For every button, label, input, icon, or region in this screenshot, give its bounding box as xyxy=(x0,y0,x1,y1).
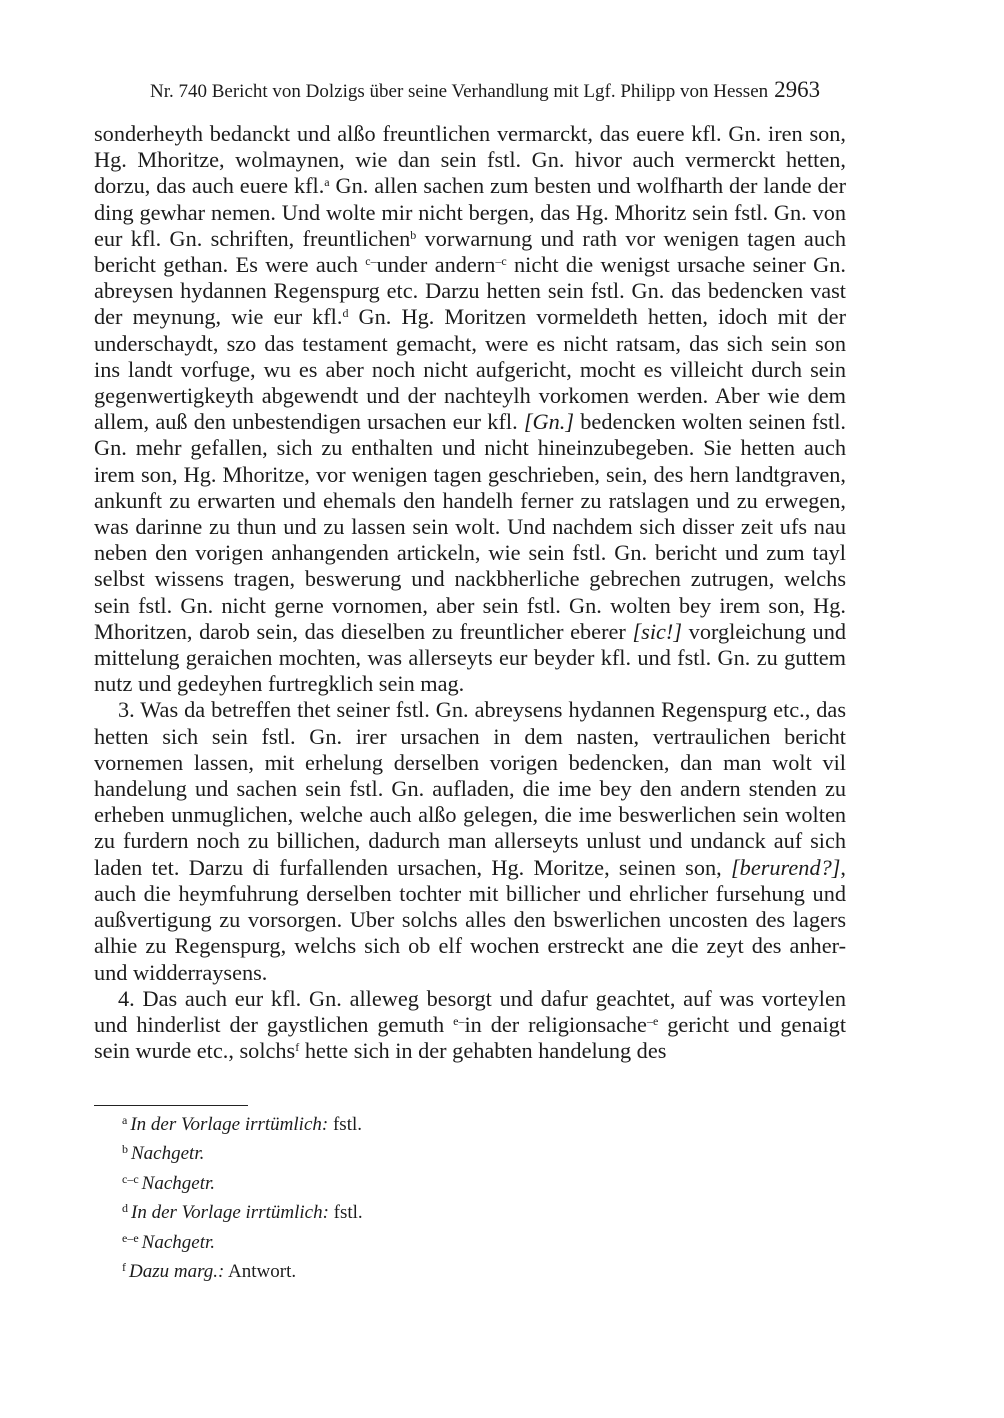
footnote-mark: d xyxy=(122,1201,128,1216)
footnote-divider xyxy=(94,1105,248,1106)
footnote-mark: a xyxy=(122,1113,128,1127)
footnote-mark: c–c xyxy=(122,1171,139,1186)
footnote-ref: b xyxy=(410,227,417,242)
footnotes xyxy=(122,1108,822,1284)
footnote-ref: a xyxy=(324,175,330,190)
editorial-insertion: [Gn.] xyxy=(523,409,575,435)
footnote: $^f$ Dazu marg.: Antwort. xyxy=(122,1260,297,1283)
header-title: Nr. 740 Bericht von Dolzigs über seine Verhandlung mit Lgf. Philipp von Hessen xyxy=(150,81,769,102)
footnote-mark: f xyxy=(122,1260,126,1275)
footnote-ref: –c xyxy=(495,254,507,269)
footnote-ref: –e xyxy=(646,1013,659,1028)
paragraph: 4. Das auch eur kfl. Gn. alleweg besorgt und dafur geachtet, auf was vorteylen und hinderlist der gaystlichen gemuth $^{e-}$in der religionsache$^{-e}$ gericht und genaigt sein wurde etc., solchs$^f$ hette sich in der gehabten handelung des xyxy=(94,985,847,1064)
footnote: $^a$ In der Vorlage irrtümlich: fstl. xyxy=(122,1113,363,1135)
footnote-ref: e– xyxy=(453,1013,465,1028)
footnote: $^{e-e}$ Nachgetr. xyxy=(122,1230,216,1253)
footnote: $^d$ In der Vorlage irrtümlich: fstl. xyxy=(122,1201,363,1224)
footnote: $^{c-c}$ Nachgetr. xyxy=(122,1171,216,1194)
footnote-mark: e–e xyxy=(122,1230,139,1245)
paragraph: 3. Was da betreffen thet seiner fstl. Gn. abreysens hydannen Regenspurg etc., das hetten sich sein fstl. Gn. irer ursachen in dem nasten, vertraulichen bericht vornemen lassen, mit erhelung derselben vorigen bedencken, dan man wolt vil handelung und sachen sein fstl. Gn. aufladen, die ime bey den andern stenden zu erheben unmuglichen, welche auch alßo gelegen, die ime beswerlichen sein wolten zu furdern noch zu billichen, dadurch man allerseyts unlust und undanck auf sich laden tet. Darzu di furfallenden ursachen, Hg. Moritze, seinen son, [berurend?], auch die heymfuhrung derselben tochter mit billicher und ehrlicher fursehung und außvertigung zu vorsorgen. Uber solchs alles den bswerlichen uncosten des lagers alhie zu Regenspurg, welchs sich ob elf wochen erstreckt ane die zeyt des anher- und widderraysens. xyxy=(94,697,846,985)
running-header xyxy=(150,76,847,106)
main-text xyxy=(94,121,846,1064)
footnote-ref: c– xyxy=(365,254,377,269)
editorial-insertion: [berurend?] xyxy=(731,854,841,880)
footnote-ref: f xyxy=(295,1040,300,1055)
page-number: 2963 xyxy=(774,77,821,102)
footnote: $^b$ Nachgetr. xyxy=(122,1142,205,1165)
footnote-ref: d xyxy=(342,306,349,321)
footnote-mark: b xyxy=(122,1142,128,1157)
paragraph: sonderheyth bedanckt und alßo freuntlichen vermarckt, das euere kfl. Gn. iren son, Hg. Mhoritze, wolmaynen, wie dan sein fstl. Gn. hivor auch vermerckt hetten, dorzu, das auch euere kfl.$^a$ Gn. allen sachen zum besten und wolfharth der lande der ding gewhar nemen. Und wolte mir nicht bergen, das Hg. Mhoritz sein fstl. Gn. von eur kfl. Gn. schriften, freuntlichen$^b$ vorwarnung und rath vor wenigen tagen auch bericht gethan. Es were auch $^{c-}$under andern$^{-c}$ nicht die wenigst ursache seiner Gn. abreysen hydannen Regenspurg etc. Darzu hetten sein fstl. Gn. das bedencken vast der meynung, wie eur kfl.$^d$ Gn. Hg. Moritzen vormeldeth hetten, idoch mit der underschaydt, szo das testament gemacht, were es nicht ratsam, das sich sein son ins landt vorfuge, wu es aber noch nicht aufgericht, mocht es villeicht durch sein gegenwertigkeyth abgewendt und der nachteylh vorkomen werden. Aber wie dem allem, auß den unbestendigen ursachen eur kfl. [Gn.] bedencken wolten seinen fstl. Gn. mehr gefallen, sich zu enthalten und nicht hineinzubegeben. Sie hetten auch irem son, Hg. Mhoritze, vor wenigen tagen geschrieben, sein, des hern landtgraven, ankunft zu erwarten und ehemals den handelh ferner zu ratslagen und zu erwegen, was darinne zu thun und zu lassen sein wolt. Und nachdem sich disser zeit ufs nau neben den vorigen anhangenden artickeln, wie sein fstl. Gn. bericht und zum tayl selbst wissens tragen, beswerung und nackbherliche gebrechen zutrugen, welchs sein fstl. Gn. nicht gerne vornomen, aber sein fstl. Gn. wolten bey irem son, Hg. Mhoritzen, darob sein, das dieselben zu freuntlicher eberer [sic!] vorgleichung und mittelung geraichen mochten, was allerseyts eur beyder kfl. und fstl. Gn. zu guttem nutz und gedeyhen furtregklich sein mag. xyxy=(94,121,847,697)
editorial-note: [sic!] xyxy=(632,618,683,644)
